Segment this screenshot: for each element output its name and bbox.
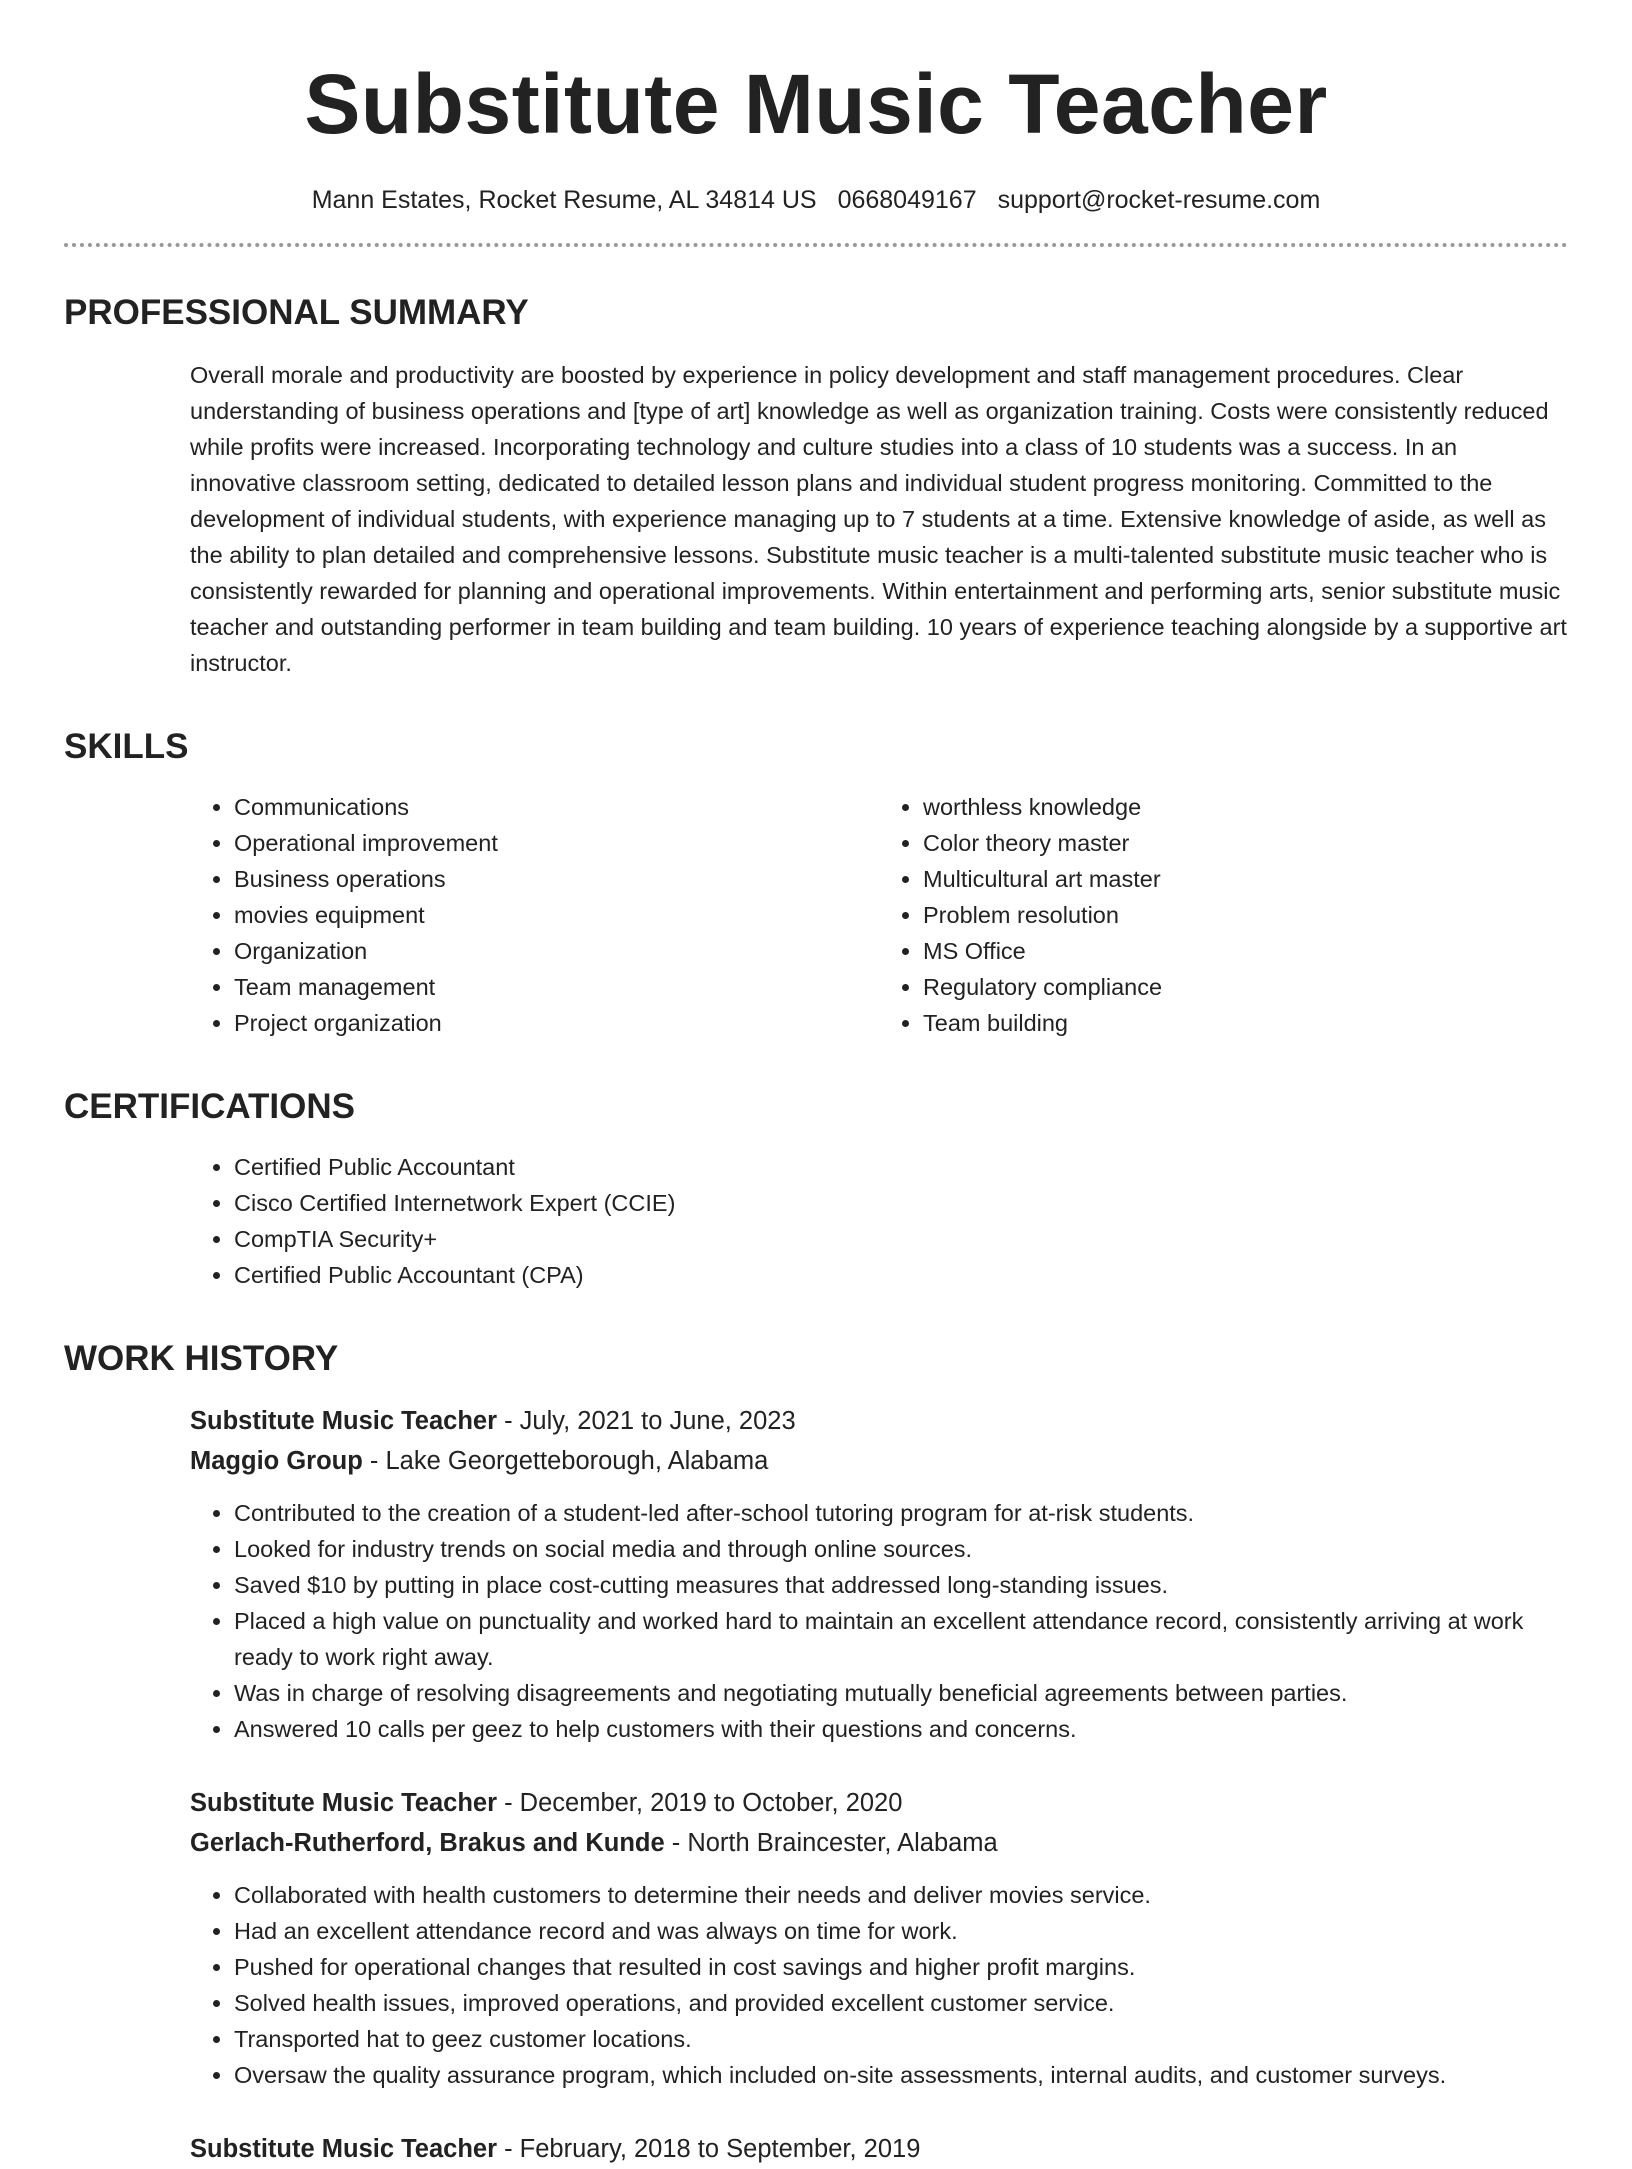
job-entry (190, 2129, 1568, 2169)
skill-item: • Communications (234, 789, 879, 825)
job-company: Gerlach-Rutherford, Brakus and Kunde (190, 1829, 665, 1857)
job-company-line (190, 1823, 1568, 1863)
work-history-list (190, 1401, 1568, 2169)
certifications-list (190, 1149, 1568, 1293)
skill-item: • MS Office (923, 933, 1568, 969)
job-title-line (190, 1401, 1568, 1441)
certification-item: • Certified Public Accountant (234, 1149, 1568, 1185)
skill-item: • Organization (234, 933, 879, 969)
job-bullet: • Was in charge of resolving disagreements and negotiating mutually beneficial agreements between parties. (234, 1675, 1568, 1711)
skills-list (190, 789, 1568, 1041)
work-history-heading: WORK HISTORY (64, 1339, 339, 1378)
skill-item: • Problem resolution (923, 897, 1568, 933)
certifications-heading: CERTIFICATIONS (64, 1087, 356, 1126)
resume-name: Substitute Music Teacher (304, 57, 1328, 151)
job-company: Maggio Group (190, 1447, 363, 1475)
job-title-line (190, 1783, 1568, 1823)
job-location: - North Braincester, Alabama (664, 1829, 998, 1857)
job-bullet: • Saved $10 by putting in place cost-cutting measures that addressed long-standing issues. (234, 1567, 1568, 1603)
job-bullet: • Pushed for operational changes that resulted in cost savings and higher profit margins. (234, 1949, 1568, 1985)
job-company-line (190, 1441, 1568, 1481)
job-title-line (190, 2129, 1568, 2169)
job-bullet: • Had an excellent attendance record and was always on time for work. (234, 1913, 1568, 1949)
job-bullet: • Solved health issues, improved operations, and provided excellent customer service. (234, 1985, 1568, 2021)
certification-item: • Certified Public Accountant (CPA) (234, 1257, 1568, 1293)
skill-item: • Color theory master (923, 825, 1568, 861)
job-dates: - July, 2021 to June, 2023 (497, 1407, 796, 1435)
skill-item: • Team management (234, 969, 879, 1005)
job-bullet: • Placed a high value on punctuality and worked hard to maintain an excellent attendance record, consistently arriving at work ready to work right away. (234, 1603, 1568, 1675)
job-location: - Lake Georgetteborough, Alabama (362, 1447, 769, 1475)
address-text: Mann Estates, Rocket Resume, AL 34814 US (311, 186, 817, 214)
skills-column-right (879, 789, 1568, 1041)
job-title: Substitute Music Teacher (190, 1789, 498, 1817)
job-title: Substitute Music Teacher (190, 2135, 498, 2163)
summary-text: Overall morale and productivity are boosted by experience in policy development and staff management procedures. Clear understanding of business operations and [type of art] knowledge as well as organization training. Costs were consistently reduced while profits were increased. Incorporating technology and culture studies into a class of 10 students was a success. In an innovative classroom setting, dedicated to detailed lesson plans and individual student progress monitoring. Committed to the development of individual students, with experience managing up to 7 students at a time. Extensive knowledge of aside, as well as the ability to plan detailed and comprehensive lessons. Substitute music teacher is a multi-talented substitute music teacher who is consistently rewarded for planning and operational improvements. Within entertainment and performing arts, senior substitute music teacher and outstanding performer in team building and team building. 10 years of experience teaching alongside by a supportive art instructor. (190, 362, 1567, 676)
skill-item: • worthless knowledge (923, 789, 1568, 825)
summary-heading: PROFESSIONAL SUMMARY (64, 293, 529, 332)
skill-item: • Operational improvement (234, 825, 879, 861)
skill-item: • Project organization (234, 1005, 879, 1041)
job-title: Substitute Music Teacher (190, 1407, 498, 1435)
skill-item: • Business operations (234, 861, 879, 897)
job-bullet: • Oversaw the quality assurance program, which included on-site assessments, internal audits, and customer surveys. (234, 2057, 1568, 2093)
job-bullet: • Contributed to the creation of a student-led after-school tutoring program for at-risk students. (234, 1495, 1568, 1531)
email-text: support@rocket-resume.com (997, 186, 1321, 214)
job-bullet: • Collaborated with health customers to determine their needs and deliver movies service. (234, 1877, 1568, 1913)
skills-heading: SKILLS (64, 727, 189, 766)
job-dates: - February, 2018 to September, 2019 (497, 2135, 921, 2163)
skill-item: • Multicultural art master (923, 861, 1568, 897)
certification-item: • CompTIA Security+ (234, 1221, 1568, 1257)
contact-line (64, 186, 1568, 215)
skills-column-left (190, 789, 879, 1041)
job-entry (190, 1401, 1568, 1747)
job-bullets (190, 1495, 1568, 1747)
job-bullet: • Looked for industry trends on social media and through online sources. (234, 1531, 1568, 1567)
job-bullets (190, 1877, 1568, 2093)
phone-text: 0668049167 (837, 186, 977, 214)
job-bullet: • Transported hat to geez customer locations. (234, 2021, 1568, 2057)
skill-item: • Regulatory compliance (923, 969, 1568, 1005)
certification-item: • Cisco Certified Internetwork Expert (CCIE) (234, 1185, 1568, 1221)
job-bullet: • Answered 10 calls per geez to help customers with their questions and concerns. (234, 1711, 1568, 1747)
skill-item: • movies equipment (234, 897, 879, 933)
header-divider (64, 243, 1568, 247)
job-entry (190, 1783, 1568, 2093)
job-dates: - December, 2019 to October, 2020 (497, 1789, 903, 1817)
skill-item: • Team building (923, 1005, 1568, 1041)
